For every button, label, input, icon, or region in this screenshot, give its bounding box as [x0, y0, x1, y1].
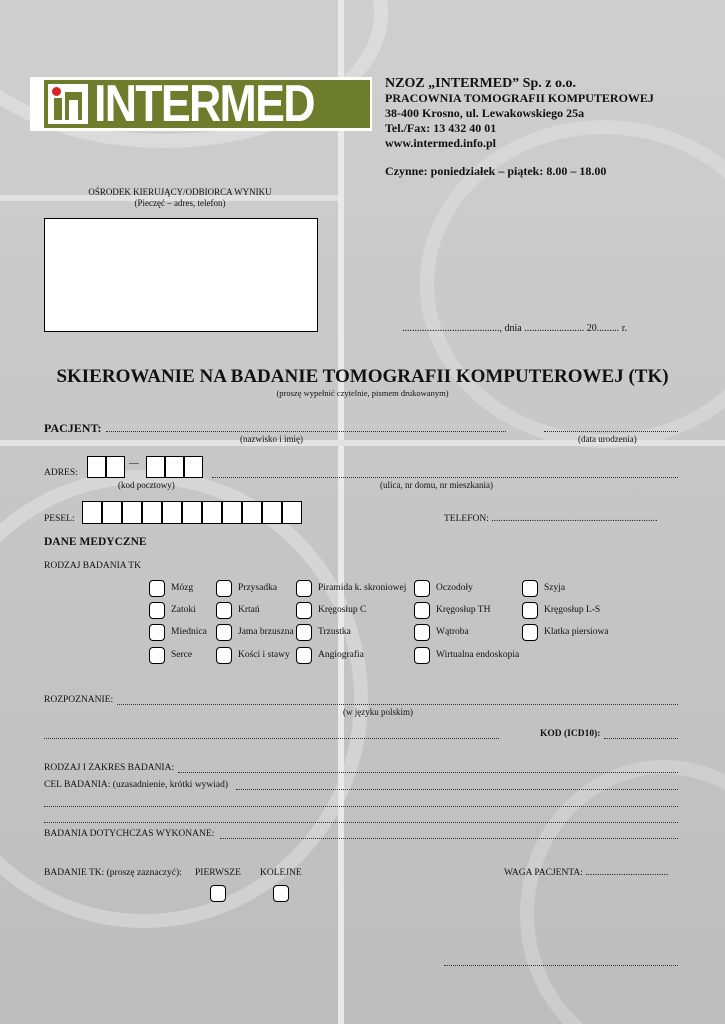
- patient-name-field[interactable]: [106, 431, 506, 432]
- patient-dob-field[interactable]: [544, 431, 678, 432]
- exam-checkbox-wątroba[interactable]: [414, 624, 430, 641]
- exam-checkbox-szyja[interactable]: [522, 580, 538, 597]
- purpose-field-3[interactable]: [44, 822, 678, 823]
- pesel-digit-cell[interactable]: [222, 501, 242, 524]
- patient-name-hint: (nazwisko i imię): [240, 434, 303, 444]
- icd-field[interactable]: [604, 738, 678, 739]
- exam-option-label: Miednica: [171, 627, 207, 637]
- exam-option-label: Jama brzuszna: [238, 627, 294, 637]
- scope-label: RODZAJ I ZAKRES BADANIA:: [44, 763, 175, 773]
- company-phone: Tel./Fax: 13 432 40 01: [385, 121, 497, 135]
- referrer-label-block: [44, 187, 316, 209]
- street-hint: (ulica, nr domu, nr mieszkania): [380, 480, 493, 490]
- company-header: [385, 76, 654, 179]
- exam-option-label: Kręgosłup C: [318, 605, 367, 615]
- exam-option-label: Piramida k. skroniowej: [318, 583, 407, 593]
- first-exam-label: PIERWSZE: [195, 868, 241, 878]
- referrer-label: OŚRODEK KIERUJĄCY/ODBIORCA WYNIKU: [88, 187, 272, 197]
- pesel-digit-cell[interactable]: [82, 501, 102, 524]
- exam-option-label: Wątroba: [436, 627, 469, 637]
- exam-checkbox-angiografia[interactable]: [296, 647, 312, 664]
- exam-checkbox-kręgosłup-th[interactable]: [414, 602, 430, 619]
- diagnosis-field[interactable]: [117, 704, 678, 705]
- exam-checkbox-kręgosłup-l-s[interactable]: [522, 602, 538, 619]
- logo-text: INTERMED: [94, 75, 314, 133]
- previous-field[interactable]: [220, 838, 678, 839]
- pesel-digit-cell[interactable]: [262, 501, 282, 524]
- pesel-digit-cell[interactable]: [162, 501, 182, 524]
- opening-hours: Czynne: poniedziałek – piątek: 8.00 – 18.00: [385, 164, 607, 178]
- exam-option-label: Zatoki: [171, 605, 196, 615]
- pesel-digit-cell[interactable]: [142, 501, 162, 524]
- exam-checkbox-serce[interactable]: [149, 647, 165, 664]
- exam-option-label: Szyja: [544, 583, 566, 593]
- logo-dot-icon: [52, 87, 61, 96]
- pesel-digit-cell[interactable]: [202, 501, 222, 524]
- diagnosis-label: ROZPOZNANIE:: [44, 695, 114, 705]
- first-exam-checkbox[interactable]: [210, 885, 226, 902]
- exam-kind-label: BADANIE TK: (proszę zaznaczyć):: [44, 868, 182, 878]
- pesel-digit-cell[interactable]: [242, 501, 262, 524]
- exam-option-label: Kręgosłup TH: [436, 605, 491, 615]
- previous-label: BADANIA DOTYCHCZAS WYKONANE:: [44, 829, 215, 839]
- pesel-digit-cell[interactable]: [182, 501, 202, 524]
- exam-option-label: Angiografia: [318, 650, 364, 660]
- patient-dob-hint: (data urodzenia): [578, 434, 637, 444]
- exam-checkbox-mózg[interactable]: [149, 580, 165, 597]
- form-title: SKIEROWANIE NA BADANIE TOMOGRAFII KOMPUTEROWEJ (TK): [56, 366, 669, 387]
- signature-field[interactable]: [444, 965, 678, 966]
- exam-option-label: Mózg: [171, 583, 194, 593]
- purpose-field-2[interactable]: [44, 806, 678, 807]
- patient-label: PACJENT:: [44, 421, 102, 435]
- department: PRACOWNIA TOMOGRAFII KOMPUTEROWEJ: [385, 91, 654, 105]
- scope-field[interactable]: [178, 772, 678, 773]
- exam-checkbox-przysadka[interactable]: [216, 580, 232, 597]
- pesel-digit-cell[interactable]: [102, 501, 122, 524]
- exam-checkbox-trzustka[interactable]: [296, 624, 312, 641]
- company-address: 38-400 Krosno, ul. Lewakowskiego 25a: [385, 106, 585, 120]
- exam-option-label: Klatka piersiowa: [544, 627, 609, 637]
- exam-type-label: RODZAJ BADANIA TK: [44, 561, 141, 571]
- exam-checkbox-kości-i-stawy[interactable]: [216, 647, 232, 664]
- street-field[interactable]: [212, 477, 678, 478]
- company-name: NZOZ „INTERMED” Sp. z o.o.: [385, 76, 576, 91]
- exam-option-label: Kręgosłup L-S: [544, 605, 601, 615]
- weight-field[interactable]: WAGA PACJENTA: ...................................: [504, 868, 669, 878]
- address-label: ADRES:: [44, 468, 78, 478]
- exam-checkbox-miednica[interactable]: [149, 624, 165, 641]
- exam-checkbox-krtań[interactable]: [216, 602, 232, 619]
- exam-checkbox-piramida-k-skroniowej[interactable]: [296, 580, 312, 597]
- pesel-digit-cell[interactable]: [282, 501, 302, 524]
- postal-hint: (kod pocztowy): [118, 480, 175, 490]
- exam-checkbox-wirtualna-endoskopia[interactable]: [414, 647, 430, 664]
- exam-checkbox-klatka-piersiowa[interactable]: [522, 624, 538, 641]
- phone-field[interactable]: TELEFON: ......................................................................: [444, 514, 658, 524]
- exam-option-label: Oczodoły: [436, 583, 473, 593]
- next-exam-label: KOLEJNE: [260, 868, 302, 878]
- purpose-field[interactable]: [236, 789, 678, 790]
- exam-checkbox-jama-brzuszna[interactable]: [216, 624, 232, 641]
- icd-label: KOD (ICD10):: [540, 729, 601, 739]
- exam-option-label: Przysadka: [238, 583, 278, 593]
- pesel-label: PESEL:: [44, 514, 75, 524]
- exam-option-label: Wirtualna endoskopia: [436, 650, 520, 660]
- diagnosis-hint: (w języku polskim): [343, 707, 413, 717]
- exam-option-label: Trzustka: [318, 627, 351, 637]
- exam-checkbox-oczodoły[interactable]: [414, 580, 430, 597]
- exam-option-label: Krtań: [238, 605, 260, 615]
- diagnosis-field-2[interactable]: [44, 738, 499, 739]
- intermed-logo: [30, 77, 372, 131]
- purpose-label: CEL BADANIA: (uzasadnienie, krótki wywiad): [44, 780, 229, 790]
- form-subtitle: (proszę wypełnić czytelnie, pismem drukowanym): [276, 388, 449, 398]
- date-line[interactable]: ......................................., dnia ........................ 20......... r.: [402, 323, 627, 334]
- exam-checkbox-zatoki[interactable]: [149, 602, 165, 619]
- exam-checkbox-kręgosłup-c[interactable]: [296, 602, 312, 619]
- referrer-stamp-box[interactable]: [44, 218, 318, 332]
- company-website: www.intermed.info.pl: [385, 136, 496, 150]
- exam-option-label: Serce: [171, 650, 193, 660]
- referrer-sublabel: (Pieczęć – adres, telefon): [134, 198, 226, 208]
- logo-mark-icon: [48, 84, 88, 124]
- next-exam-checkbox[interactable]: [273, 885, 289, 902]
- medical-heading: DANE MEDYCZNE: [44, 536, 147, 548]
- exam-option-label: Kości i stawy: [238, 650, 290, 660]
- pesel-digit-cell[interactable]: [122, 501, 142, 524]
